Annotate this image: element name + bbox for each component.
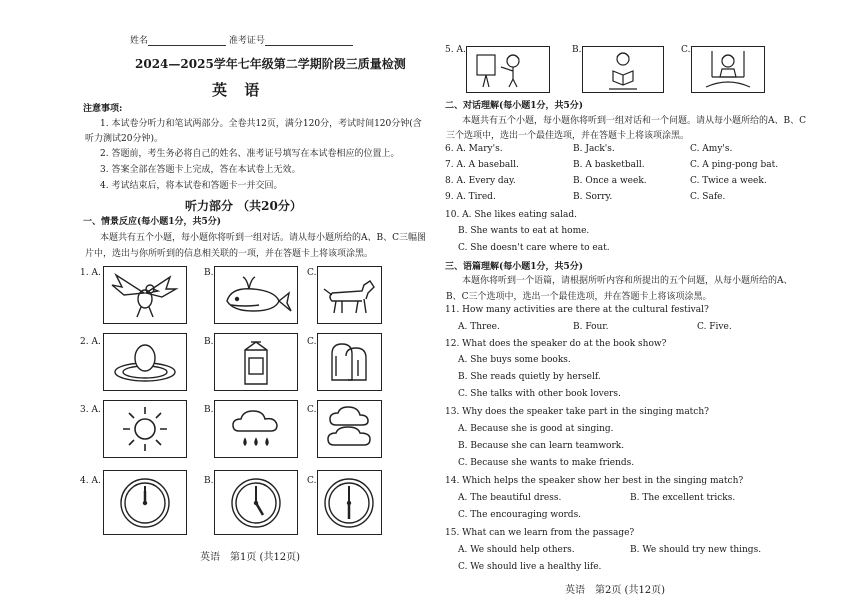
question-number: 3. A. [80, 405, 101, 415]
name-field: 姓名 准考证号 [130, 33, 353, 46]
girl-painting-icon [467, 47, 549, 92]
part2-title: 二、对话理解(每小题1分，共5分) [445, 101, 584, 111]
subject-title: 英 语 [212, 81, 266, 99]
option-label-b: B. [204, 268, 214, 278]
girl-on-swing-icon [692, 47, 764, 92]
option-image-b[interactable] [214, 266, 298, 324]
bread-icon [318, 334, 381, 390]
question-text: 14. Which helps the speaker show her best in the singing match? [445, 476, 744, 486]
part1-desc: 本题共有五个小题，每小题你将听到一组对话。请从每小题所给的A、B、C三幅图 [100, 233, 427, 243]
answer-option[interactable]: B. The excellent tricks. [630, 493, 736, 503]
option-image-a[interactable] [103, 333, 187, 391]
notice-line: 3. 答案全部在答题卡上完成，答在本试卷上无效。 [100, 165, 301, 175]
part2-desc: 本题共有五个小题，每小题你将听到一组对话和一个问题。请从每小题所给的A、B、C [462, 116, 807, 126]
part1-desc: 片中，选出与你所听到的信息相关联的一项，并在答题卡上将该项涂黑。 [85, 249, 374, 259]
egg-on-plate-icon [104, 334, 186, 390]
option-label-b: B. [204, 405, 214, 415]
answer-option[interactable]: C. A ping-pong bat. [690, 160, 779, 170]
answer-option[interactable]: 7. A. A baseball. [445, 160, 519, 170]
answer-option[interactable]: A. Because she is good at singing. [458, 424, 614, 434]
whale-icon [215, 267, 297, 323]
page-footer: 英语 第2页 (共12页) [565, 585, 666, 596]
option-label-c: C. [307, 268, 317, 278]
option-image-c[interactable] [317, 400, 382, 458]
answer-option[interactable]: 10. A. She likes eating salad. [445, 210, 578, 220]
notice-line: 4. 考试结束后，将本试卷和答题卡一并交回。 [100, 181, 283, 191]
question-text: 12. What does the speaker do at the book show? [445, 339, 667, 349]
option-image-b[interactable] [214, 470, 298, 535]
answer-option[interactable]: B. Jack's. [573, 144, 615, 154]
option-image-c[interactable] [317, 470, 382, 535]
answer-option[interactable]: C. Five. [697, 322, 732, 332]
option-image-c[interactable] [317, 266, 382, 324]
answer-option[interactable]: B. Once a week. [573, 176, 647, 186]
option-image-a[interactable] [103, 400, 187, 458]
option-label-b: B. [204, 476, 214, 486]
answer-option[interactable]: C. Amy's. [690, 144, 733, 154]
option-image-c[interactable] [317, 333, 382, 391]
option-image-a[interactable] [103, 470, 187, 535]
eagle-icon [104, 267, 186, 323]
sun-icon [104, 401, 186, 457]
answer-option[interactable]: C. She doesn't care where to eat. [458, 243, 610, 253]
answer-option[interactable]: A. Three. [458, 322, 500, 332]
option-image-a[interactable] [466, 46, 550, 93]
question-number: 2. A. [80, 337, 101, 347]
option-label-c: C. [681, 45, 691, 55]
answer-option[interactable]: A. The beautiful dress. [458, 493, 562, 503]
answer-option[interactable]: C. The encouraging words. [458, 510, 582, 520]
notice-line: 1. 本试卷分听力和笔试两部分。全卷共12页，满分120分，考试时间120分钟(含 [100, 119, 422, 129]
question-text: 13. Why does the speaker take part in the singing match? [445, 407, 709, 417]
answer-option[interactable]: C. Twice a week. [690, 176, 767, 186]
part1-title: 一、情景反应(每小题1分，共5分) [83, 217, 222, 227]
answer-option[interactable]: C. Safe. [690, 192, 726, 202]
answer-option[interactable]: C. We should live a healthy life. [458, 562, 602, 572]
page-footer: 英语 第1页 (共12页) [200, 552, 301, 563]
answer-option[interactable]: A. We should help others. [458, 545, 575, 555]
answer-option[interactable]: C. Because she wants to make friends. [458, 458, 635, 468]
answer-option[interactable]: 8. A. Every day. [445, 176, 516, 186]
answer-option[interactable]: B. Sorry. [573, 192, 613, 202]
notice-line: 听力测试20分钟)。 [85, 134, 163, 144]
dog-icon [318, 267, 381, 323]
question-number: 4. A. [80, 476, 101, 486]
option-image-b[interactable] [214, 400, 298, 458]
part3-title: 三、语篇理解(每小题1分，共5分) [445, 262, 584, 272]
answer-option[interactable]: 6. A. Mary's. [445, 144, 503, 154]
clock-six-icon [318, 471, 381, 534]
option-label-b: B. [572, 45, 582, 55]
part3-desc: 本题你将听到一个语篇，请根据所听内容和所提出的五个问题，从每小题所给的A、 [462, 276, 793, 286]
answer-option[interactable]: B. She reads quietly by herself. [458, 372, 601, 382]
notice-line: 2. 答题前，考生务必将自己的姓名、准考证号填写在本试卷相应的位置上。 [100, 149, 400, 159]
clock-five-icon [215, 471, 297, 534]
option-image-b[interactable] [214, 333, 298, 391]
exam-title: 2024—2025学年七年级第二学期阶段三质量检测 [135, 57, 406, 71]
option-image-b[interactable] [582, 46, 664, 93]
answer-option[interactable]: B. A basketball. [573, 160, 645, 170]
option-label-b: B. [204, 337, 214, 347]
girl-reading-icon [583, 47, 663, 92]
option-label-c: C. [307, 405, 317, 415]
option-label-c: C. [307, 476, 317, 486]
option-image-a[interactable] [103, 266, 187, 324]
option-image-c[interactable] [691, 46, 765, 93]
option-label-c: C. [307, 337, 317, 347]
answer-option[interactable]: 9. A. Tired. [445, 192, 496, 202]
listening-section-title: 听力部分 （共20分） [185, 199, 302, 213]
notice-title: 注意事项: [83, 104, 123, 114]
answer-option[interactable]: B. We should try new things. [630, 545, 762, 555]
rain-cloud-icon [215, 401, 297, 457]
answer-option[interactable]: B. She wants to eat at home. [458, 226, 590, 236]
clock-twelve-icon [104, 471, 186, 534]
part2-desc: 三个选项中，选出一个最佳选项，并在答题卡上将该项涂黑。 [446, 131, 690, 141]
clouds-icon [318, 401, 381, 457]
question-text: 15. What can we learn from the passage? [445, 528, 635, 538]
answer-option[interactable]: B. Because she can learn teamwork. [458, 441, 625, 451]
milk-carton-icon [215, 334, 297, 390]
question-text: 11. How many activities are there at the cultural festival? [445, 305, 709, 315]
answer-option[interactable]: B. Four. [573, 322, 609, 332]
part3-desc: B、C三个选项中，选出一个最佳选项，并在答题卡上将该项涂黑。 [446, 292, 712, 302]
question-number: 1. A. [80, 268, 101, 278]
answer-option[interactable]: C. She talks with other book lovers. [458, 389, 621, 399]
question-number: 5. A. [445, 45, 466, 55]
answer-option[interactable]: A. She buys some books. [458, 355, 571, 365]
